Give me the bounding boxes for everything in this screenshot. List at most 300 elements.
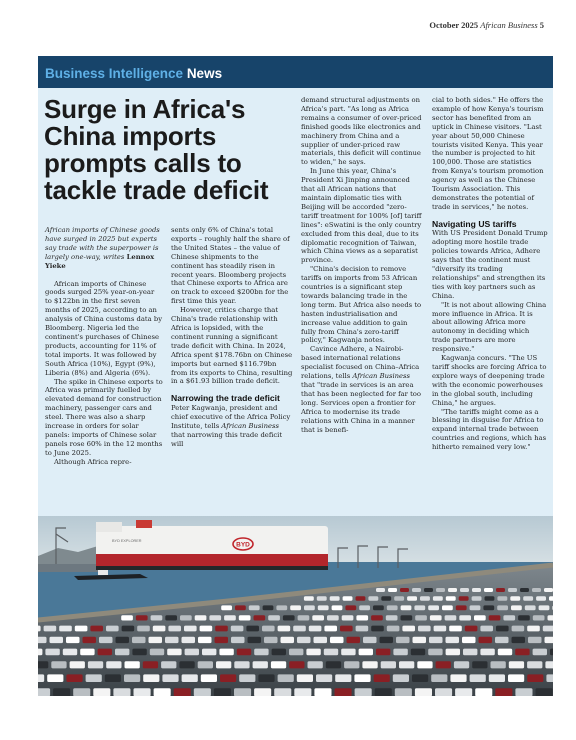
issue-month: October 2025 <box>429 20 479 30</box>
parked-car <box>491 661 506 668</box>
parked-car <box>149 637 163 643</box>
parked-car <box>165 637 179 643</box>
parked-car <box>330 596 340 601</box>
paragraph: cial to both sides." He offers the example of how Kenya's tourism sector has benefited from an uptick in Chinese visitors. "Last year about 50,000 Chinese tourists visited Kenya. This year the number is projected to hit 100,000. Those are statistics from Kenya's tourism promotion agency as well as the Chinese Tourism Association. This demonstrates the potential of trade in services," he notes. <box>432 96 544 211</box>
parked-car <box>335 688 352 696</box>
parked-car <box>393 674 409 682</box>
parked-car <box>116 637 130 643</box>
paragraph: With US President Donald Trump adopting more hostile trade policies towards Africa, Adhere says that the continent must "diversify its trading relationships" and strengthen its ties with key partners such as China. <box>432 229 548 300</box>
parked-car <box>198 637 212 643</box>
parked-car <box>278 674 294 682</box>
parked-car <box>195 615 207 620</box>
parked-car <box>209 615 221 620</box>
paragraph: The spike in Chinese exports to Africa was primarily fuelled by elevated demand for construction machinery, passenger cars and steel. There was also a sharp increase in orders for solar panels: imports of Chinese solar panels rose 60% in the 12 months to June 2025. <box>45 377 163 457</box>
parked-car <box>253 661 268 668</box>
text-span: that "trade in services is an area that has been neglected for far too long. Services open a frontier for Africa to modernise its trade relations with China in a manner that is benefi- <box>301 381 421 434</box>
parked-car <box>182 674 198 682</box>
parked-car <box>340 626 353 632</box>
article-headline: Surge in Africa's China imports prompts calls to tackle trade deficit <box>44 94 269 205</box>
parked-car <box>38 649 42 656</box>
parked-car <box>376 588 385 592</box>
parked-car <box>332 605 343 610</box>
section-name: Business Intelligence <box>45 66 184 81</box>
parked-car <box>154 688 171 696</box>
parked-car <box>239 615 251 620</box>
parked-car <box>219 649 233 656</box>
paragraph: "China's decision to remove tariffs on imports from 53 African countries is a significant step towards balancing trade in the long term. But Africa also needs to hasten industrialisation and increase value addition to gain fully from China's zero-tariff policy," Kagwanja notes. <box>301 265 422 345</box>
parked-car <box>363 637 377 643</box>
parked-car <box>274 688 291 696</box>
parked-car <box>356 615 368 620</box>
parked-car <box>436 588 445 592</box>
parked-car <box>381 661 396 668</box>
parked-car <box>413 637 427 643</box>
parked-car <box>161 661 176 668</box>
parked-car <box>45 649 59 656</box>
parked-car <box>518 615 530 620</box>
parked-car <box>151 615 163 620</box>
parked-car <box>528 637 542 643</box>
parked-car <box>324 626 337 632</box>
parked-car <box>184 626 197 632</box>
parked-car <box>51 661 66 668</box>
parked-car <box>312 615 324 620</box>
parked-car <box>106 661 121 668</box>
parked-car <box>472 596 482 601</box>
parked-car <box>254 615 266 620</box>
parked-car <box>125 661 140 668</box>
parked-car <box>200 626 213 632</box>
section-subname: News <box>186 66 223 81</box>
parked-car <box>235 605 246 610</box>
parked-car <box>344 661 359 668</box>
parked-car <box>483 605 494 610</box>
parked-car <box>202 649 216 656</box>
parked-car <box>395 688 412 696</box>
parked-car <box>510 596 520 601</box>
parked-car <box>50 637 64 643</box>
paragraph: Kagwanja concurs. "The US tariff shocks are forcing Africa to explore ways of deepening trade with the economic powerhouses in the global south, including China," he argues. <box>432 354 547 407</box>
parked-car <box>44 626 57 632</box>
parked-car <box>445 615 457 620</box>
parked-car <box>179 661 194 668</box>
parked-car <box>462 637 476 643</box>
port-photo <box>38 516 553 696</box>
parked-car <box>448 588 457 592</box>
parked-car <box>38 661 48 668</box>
parked-car <box>220 674 236 682</box>
parked-car <box>224 615 236 620</box>
parked-car <box>484 588 493 592</box>
parked-car <box>272 649 286 656</box>
section-bar <box>38 56 553 88</box>
parked-car <box>354 674 370 682</box>
parked-car <box>194 688 211 696</box>
parked-car <box>264 637 278 643</box>
parked-car <box>407 596 417 601</box>
parked-car <box>401 605 412 610</box>
page-folio <box>429 20 544 30</box>
parked-car <box>374 674 390 682</box>
parked-car <box>549 596 553 601</box>
parked-car <box>330 637 344 643</box>
page-number: 5 <box>539 20 544 30</box>
parked-car <box>412 674 428 682</box>
parked-car <box>400 588 409 592</box>
parked-car <box>47 674 63 682</box>
parked-car <box>115 649 129 656</box>
parked-car <box>216 661 231 668</box>
parked-car <box>497 596 507 601</box>
parked-car <box>271 661 286 668</box>
parked-car <box>401 615 413 620</box>
parked-car <box>215 637 229 643</box>
parked-car <box>417 661 432 668</box>
publication-mention: African Business <box>352 372 410 381</box>
parked-car <box>388 588 397 592</box>
parked-car <box>472 588 481 592</box>
parked-car <box>132 637 146 643</box>
parked-car <box>180 615 192 620</box>
parked-car <box>297 637 311 643</box>
port-illustration <box>38 516 553 696</box>
parked-car <box>165 615 177 620</box>
parked-car <box>446 649 460 656</box>
parked-car <box>459 615 471 620</box>
subheading-us-tariffs: Navigating US tariffs <box>432 218 517 229</box>
parked-car <box>93 688 110 696</box>
parked-car <box>294 688 311 696</box>
parked-car <box>470 674 486 682</box>
parked-car <box>254 688 271 696</box>
parked-car <box>88 661 103 668</box>
parked-car <box>289 661 304 668</box>
paragraph <box>301 345 423 434</box>
parked-car <box>345 605 356 610</box>
parked-car <box>373 605 384 610</box>
article-column-1 <box>45 226 163 467</box>
paragraph: Although Africa repre- <box>54 457 132 466</box>
parked-car <box>463 649 477 656</box>
parked-car <box>343 596 353 601</box>
parked-car <box>254 649 268 656</box>
parked-car <box>532 588 541 592</box>
parked-car <box>121 615 133 620</box>
parked-car <box>480 649 494 656</box>
parked-car <box>509 661 524 668</box>
paragraph: sents only 6% of China's total exports – roughly half the share of the United States – the value of Chinese shipments to the continent has steadily risen in recent years. Bloomberg projects that Chinese exports to Africa are on track to exceed $200bn for the first time this year. <box>171 226 290 306</box>
parked-car <box>105 674 121 682</box>
parked-car <box>290 605 301 610</box>
parked-car <box>234 661 249 668</box>
parked-car <box>386 615 398 620</box>
parked-car <box>70 661 85 668</box>
author-name: Lennox Yieke <box>45 252 155 270</box>
parked-car <box>394 596 404 601</box>
parked-car <box>297 674 313 682</box>
ship-funnel <box>136 520 152 528</box>
parked-car <box>132 649 146 656</box>
ship-waterline <box>96 566 328 570</box>
paragraph: However, critics charge that China's trade relationship with Africa is lopsided, with the continent running a significant trade deficit with China. In 2024, Africa spent $178.76bn on Chinese imports but earned $116.79bn from its exports to China, resulting in a $61.93 billion trade deficit. <box>171 306 293 386</box>
paragraph: "The tariffs might come as a blessing in disguise for Africa to expand internal trade between countries and regions, which has hitherto remained very low." <box>432 407 547 452</box>
article-column-2 <box>171 226 293 448</box>
parked-car <box>198 661 213 668</box>
parked-car <box>289 649 303 656</box>
parked-car <box>515 688 532 696</box>
parked-car <box>309 626 322 632</box>
parked-car <box>470 605 481 610</box>
parked-car <box>415 615 427 620</box>
parked-car <box>412 588 421 592</box>
parked-car <box>548 615 554 620</box>
paragraph: African imports of Chinese goods surged 25% year-on-year to $122bn in the first seven months of 2025, according to an analysis of China customs data by Bloomberg. Nigeria led the continent's purchases of Chinese products, accounting for 11% of total imports. It was followed by South Africa (10%), Egypt (9%), Liberia (8%) and Algeria (6%). <box>45 279 163 377</box>
parked-car <box>375 688 392 696</box>
parked-car <box>174 688 191 696</box>
parked-car <box>544 588 553 592</box>
parked-car <box>399 661 414 668</box>
parked-car <box>314 688 331 696</box>
parked-car <box>435 688 452 696</box>
text-span: Peter Kagwanja, president and chief executive of the Africa Policy Institute, tells <box>171 403 291 430</box>
parked-car <box>436 661 451 668</box>
parked-car <box>480 626 493 632</box>
parked-car <box>168 626 181 632</box>
parked-car <box>508 588 517 592</box>
parked-car <box>446 596 456 601</box>
parked-car <box>496 626 509 632</box>
parked-car <box>167 649 181 656</box>
parked-car <box>418 626 431 632</box>
parked-car <box>446 637 460 643</box>
parked-car <box>59 626 72 632</box>
article-column-3 <box>301 96 423 434</box>
parked-car <box>442 605 453 610</box>
parked-car <box>428 649 442 656</box>
parked-car <box>433 596 443 601</box>
parked-car <box>536 596 546 601</box>
parked-car <box>503 615 515 620</box>
parked-car <box>314 637 328 643</box>
parked-car <box>498 649 512 656</box>
parked-car <box>489 674 505 682</box>
paragraph: demand structural adjustments on Africa's part. "As long as Africa remains a consumer of over-priced finished goods like electronics and machinery from China and a supplier of under-priced raw materials, this deficit will continue to widen," he says. <box>301 96 422 167</box>
parked-car <box>450 674 466 682</box>
parked-car <box>460 588 469 592</box>
parked-car <box>98 649 112 656</box>
parked-car <box>356 626 369 632</box>
parked-car <box>143 661 158 668</box>
parked-car <box>533 649 547 656</box>
parked-car <box>527 626 540 632</box>
parked-car <box>449 626 462 632</box>
parked-car <box>455 688 472 696</box>
parked-car <box>511 605 522 610</box>
parked-car <box>474 615 486 620</box>
parked-car <box>475 688 492 696</box>
parked-car <box>546 674 553 682</box>
text-span: Cavince Adhere, a Nairobi-based international relations specialist focused on China–Africa relations, tells <box>301 345 420 381</box>
parked-car <box>324 649 338 656</box>
parked-car <box>63 649 77 656</box>
ship-logo: BYD <box>236 541 250 549</box>
parked-car <box>376 649 390 656</box>
parked-car <box>387 605 398 610</box>
parked-car <box>371 626 384 632</box>
parked-car <box>527 674 543 682</box>
parked-car <box>520 588 529 592</box>
parked-car <box>536 688 553 696</box>
parked-car <box>231 626 244 632</box>
parked-car <box>231 637 245 643</box>
parked-car <box>317 596 327 601</box>
parked-car <box>415 688 432 696</box>
parked-car <box>434 626 447 632</box>
parked-car <box>113 688 130 696</box>
parked-car <box>523 596 533 601</box>
parked-car <box>278 626 291 632</box>
parked-car <box>73 688 90 696</box>
parked-car <box>90 626 103 632</box>
parked-car <box>342 615 354 620</box>
parked-car <box>276 605 287 610</box>
parked-car <box>341 649 355 656</box>
parked-car <box>424 588 433 592</box>
parked-car <box>411 649 425 656</box>
parked-car <box>304 596 314 601</box>
ship-name: BYD EXPLORER <box>112 539 142 543</box>
parked-car <box>533 615 545 620</box>
parked-car <box>496 588 505 592</box>
parked-car <box>431 674 447 682</box>
parked-car <box>162 674 178 682</box>
standfirst <box>45 226 163 271</box>
paragraph: In June this year, China's President Xi Jinping announced that all African nations that maintain diplomatic ties with Beijing will be accorded "zero-tariff treatment for 100% [of] tariff lines": eSwatini is the only country excluded from this deal, due to its diplomatic recognition of Taiwan, which China views as a separatist province. <box>301 167 422 265</box>
parked-car <box>359 649 373 656</box>
paragraph <box>171 404 293 449</box>
parked-car <box>318 605 329 610</box>
parked-car <box>124 674 140 682</box>
parked-car <box>326 661 341 668</box>
parked-car <box>182 637 196 643</box>
parked-car <box>347 637 361 643</box>
parked-car <box>380 637 394 643</box>
parked-car <box>489 615 501 620</box>
parked-car <box>122 626 135 632</box>
parked-car <box>234 688 251 696</box>
parked-car <box>402 626 415 632</box>
parked-car <box>485 596 495 601</box>
subheading-trade-deficit: Narrowing the trade deficit <box>171 393 280 404</box>
parked-car <box>545 661 553 668</box>
publication-name: African Business <box>480 20 538 30</box>
parked-car <box>456 605 467 610</box>
parked-car <box>53 688 70 696</box>
parked-car <box>306 649 320 656</box>
parked-car <box>465 626 478 632</box>
parked-car <box>393 649 407 656</box>
parked-car <box>525 605 536 610</box>
parked-car <box>429 637 443 643</box>
parked-car <box>134 688 151 696</box>
parked-car <box>262 626 275 632</box>
parked-car <box>214 688 231 696</box>
publication-mention: African Business <box>221 421 279 430</box>
parked-car <box>298 615 310 620</box>
parked-car <box>539 605 550 610</box>
parked-car <box>293 626 306 632</box>
parked-car <box>38 637 47 643</box>
parked-car <box>137 626 150 632</box>
parked-car <box>304 605 315 610</box>
parked-car <box>495 637 509 643</box>
parked-car <box>38 688 50 696</box>
parked-car <box>201 674 217 682</box>
parked-car <box>472 661 487 668</box>
parked-car <box>143 674 159 682</box>
parked-car <box>371 615 383 620</box>
ship-bridge <box>96 522 122 532</box>
parked-car <box>38 626 41 632</box>
article-column-4 <box>432 96 548 452</box>
parked-car <box>80 649 94 656</box>
parked-car <box>83 637 97 643</box>
parked-car <box>515 649 529 656</box>
article-panel <box>38 56 553 696</box>
parked-car <box>355 688 372 696</box>
parked-car <box>258 674 274 682</box>
parked-car <box>308 661 323 668</box>
parked-car <box>239 674 255 682</box>
parked-car <box>387 626 400 632</box>
parked-car <box>215 626 228 632</box>
parked-car <box>512 626 525 632</box>
parked-car <box>327 615 339 620</box>
parked-car <box>66 674 82 682</box>
parked-car <box>527 661 542 668</box>
standfirst-text: African imports of Chinese goods have surged in 2025 but experts say trade with the superpower is largely one-way, writes <box>45 226 160 261</box>
parked-car <box>106 626 119 632</box>
parked-car <box>249 605 260 610</box>
tugboat-cabin <box>98 570 108 575</box>
parked-car <box>38 674 44 682</box>
parked-car <box>281 637 295 643</box>
parked-car <box>263 605 274 610</box>
parked-car <box>428 605 439 610</box>
parked-car <box>75 626 88 632</box>
parked-car <box>430 615 442 620</box>
parked-car <box>221 605 232 610</box>
text-span: that narrowing this trade deficit will <box>171 430 283 448</box>
quay-left <box>38 564 98 572</box>
parked-car <box>545 637 554 643</box>
parked-car <box>237 649 251 656</box>
parked-car <box>248 637 262 643</box>
parked-car <box>359 605 370 610</box>
parked-car <box>86 674 102 682</box>
parked-car <box>414 605 425 610</box>
parked-car <box>381 596 391 601</box>
parked-car <box>420 596 430 601</box>
parked-car <box>99 637 113 643</box>
parked-car <box>356 596 366 601</box>
parked-car <box>396 637 410 643</box>
parked-car <box>283 615 295 620</box>
parked-car <box>335 674 351 682</box>
parked-car <box>543 626 553 632</box>
parked-car <box>150 649 164 656</box>
parked-car <box>368 596 378 601</box>
